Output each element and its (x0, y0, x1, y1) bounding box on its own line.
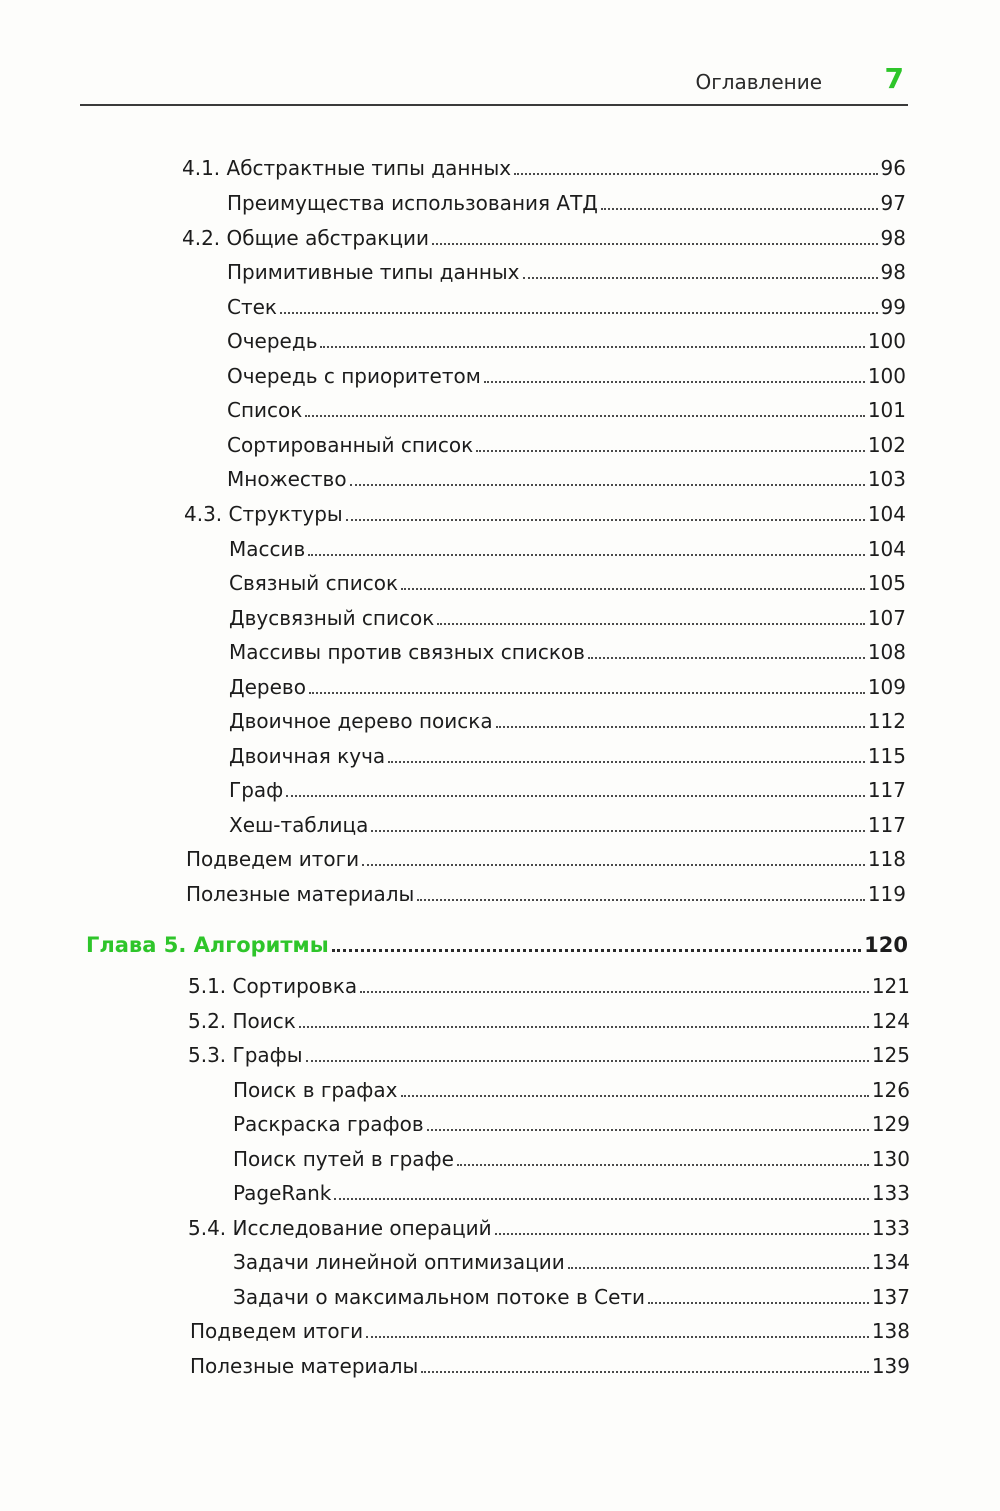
toc-entry-title: 5.4. Исследование операций (188, 1216, 492, 1240)
toc-entry-title: Двоичная куча (229, 744, 386, 768)
toc-entry[interactable] (229, 536, 906, 562)
toc-entry[interactable] (229, 605, 906, 631)
dot-leader (305, 415, 864, 417)
toc-entry-title: Массив (229, 537, 306, 561)
toc-entry[interactable] (227, 363, 906, 389)
toc-entry-title: Полезные материалы (190, 1354, 419, 1378)
dot-leader (320, 346, 864, 348)
toc-entry[interactable] (229, 708, 906, 734)
dot-leader (286, 795, 865, 797)
toc-entry-page: 98 (880, 260, 906, 284)
toc-entry-page: 130 (871, 1147, 910, 1171)
toc-entry-title: 4.1. Абстрактные типы данных (182, 156, 512, 180)
toc-entry[interactable] (227, 328, 906, 354)
toc-entry-page: 109 (867, 675, 906, 699)
dot-leader (306, 1060, 869, 1062)
running-header-title: Оглавление (695, 70, 822, 94)
toc-entry-page: 117 (867, 778, 906, 802)
toc-entry-page: 139 (871, 1354, 910, 1378)
dot-leader (346, 519, 865, 521)
dot-leader (388, 761, 865, 763)
toc-entry[interactable] (184, 501, 906, 527)
toc-entry[interactable] (227, 259, 906, 285)
dot-leader (280, 312, 878, 314)
toc-entry-title: Очередь с приоритетом (227, 364, 481, 388)
toc-entry[interactable] (233, 1284, 910, 1310)
dot-leader (457, 1164, 869, 1166)
dot-leader (366, 1336, 869, 1338)
toc-entry-page: 107 (867, 606, 906, 630)
dot-leader (421, 1371, 868, 1373)
toc-entry-title: Множество (227, 467, 347, 491)
toc-entry-page: 99 (880, 295, 906, 319)
toc-entry-title: Раскраска графов (233, 1112, 424, 1136)
toc-entry-page: 105 (867, 571, 906, 595)
toc-entry-title: Поиск в графах (233, 1078, 398, 1102)
toc-entry[interactable] (227, 294, 906, 320)
dot-leader (437, 623, 865, 625)
toc-entry-title: Хеш-таблица (229, 813, 369, 837)
toc-entry-page: 118 (867, 847, 906, 871)
toc-entry-page: 101 (867, 398, 906, 422)
toc-entry[interactable] (186, 881, 906, 907)
toc-entry-title: Массивы против связных списков (229, 640, 585, 664)
toc-entry-page: 125 (871, 1043, 910, 1067)
toc-entry-title: Список (227, 398, 303, 422)
dot-leader (476, 450, 865, 452)
toc-entry[interactable] (188, 1215, 910, 1241)
toc-entry[interactable] (188, 1042, 910, 1068)
toc-entry-title: 5.2. Поиск (188, 1009, 296, 1033)
dot-leader (523, 277, 878, 279)
toc-entry-title: Связный список (229, 571, 399, 595)
toc-entry-page: 96 (880, 156, 906, 180)
toc-chapter-page: 120 (864, 933, 908, 957)
dot-leader (332, 949, 861, 952)
toc-entry-page: 108 (867, 640, 906, 664)
dot-leader (401, 1095, 869, 1097)
toc-entry[interactable] (229, 812, 906, 838)
toc-entry[interactable] (229, 639, 906, 665)
toc-entry-title: Примитивные типы данных (227, 260, 520, 284)
toc-entry-page: 137 (871, 1285, 910, 1309)
dot-leader (514, 173, 877, 175)
dot-leader (350, 484, 865, 486)
toc-entry-title: Граф (229, 778, 284, 802)
toc-entry-page: 117 (867, 813, 906, 837)
toc-entry-title: Двоичное дерево поиска (229, 709, 493, 733)
dot-leader (648, 1302, 869, 1304)
toc-entry[interactable] (227, 466, 906, 492)
dot-leader (484, 381, 865, 383)
dot-leader (299, 1026, 869, 1028)
toc-entry[interactable] (233, 1249, 910, 1275)
dot-leader (362, 864, 865, 866)
toc-entry-page: 104 (867, 537, 906, 561)
toc-chapter-entry[interactable] (86, 932, 908, 958)
dot-leader (496, 726, 865, 728)
toc-entry-page: 98 (880, 226, 906, 250)
dot-leader (360, 991, 869, 993)
toc-entry-title: 5.1. Сортировка (188, 974, 358, 998)
toc-entry-title: Стек (227, 295, 277, 319)
toc-entry-page: 134 (871, 1250, 910, 1274)
toc-entry-title: Очередь (227, 329, 318, 353)
toc-entry-title: Полезные материалы (186, 882, 415, 906)
toc-entry[interactable] (227, 397, 906, 423)
toc-entry-page: 121 (871, 974, 910, 998)
toc-entry-page: 133 (871, 1216, 910, 1240)
dot-leader (588, 657, 865, 659)
toc-entry[interactable] (233, 1146, 910, 1172)
toc-entry-title: Подведем итоги (190, 1319, 364, 1343)
toc-entry-title: Сортированный список (227, 433, 474, 457)
dot-leader (417, 899, 864, 901)
toc-entry[interactable] (188, 1008, 910, 1034)
dot-leader (401, 588, 865, 590)
toc-entry[interactable] (229, 570, 906, 596)
toc-entry-page: 112 (867, 709, 906, 733)
toc-entry[interactable] (186, 846, 906, 872)
toc-entry-title: Двусвязный список (229, 606, 435, 630)
toc-entry-title: Подведем итоги (186, 847, 360, 871)
toc-entry-page: 115 (867, 744, 906, 768)
toc-entry-title: 4.3. Структуры (184, 502, 343, 526)
toc-entry[interactable] (182, 155, 906, 181)
toc-entry[interactable] (233, 1077, 910, 1103)
toc-entry-page: 97 (880, 191, 906, 215)
dot-leader (601, 208, 878, 210)
toc-entry-page: 103 (867, 467, 906, 491)
toc-chapter-title: Глава 5. Алгоритмы (86, 933, 329, 957)
dot-leader (568, 1267, 869, 1269)
toc-entry-page: 124 (871, 1009, 910, 1033)
toc-entry-page: 138 (871, 1319, 910, 1343)
toc-entry-page: 100 (867, 364, 906, 388)
toc-entry-title: Задачи линейной оптимизации (233, 1250, 565, 1274)
dot-leader (427, 1129, 869, 1131)
toc-entry-title: 5.3. Графы (188, 1043, 303, 1067)
toc-entry[interactable] (227, 432, 906, 458)
toc-entry[interactable] (190, 1318, 910, 1344)
toc-entry[interactable] (233, 1111, 910, 1137)
toc-entry-page: 129 (871, 1112, 910, 1136)
toc-entry-title: Дерево (229, 675, 306, 699)
toc-entry-title: 4.2. Общие абстракции (182, 226, 429, 250)
toc-entry-title: Преимущества использования АТД (227, 191, 598, 215)
toc-entry[interactable] (229, 674, 906, 700)
toc-entry-page: 133 (871, 1181, 910, 1205)
page-number: 7 (884, 62, 904, 95)
toc-entry-page: 102 (867, 433, 906, 457)
toc-entry-page: 119 (867, 882, 906, 906)
toc-entry[interactable] (229, 743, 906, 769)
toc-entry-page: 126 (871, 1078, 910, 1102)
dot-leader (334, 1198, 868, 1200)
dot-leader (308, 554, 865, 556)
toc-entry-page: 100 (867, 329, 906, 353)
toc-entry-title: Задачи о максимальном потоке в Сети (233, 1285, 646, 1309)
dot-leader (309, 692, 865, 694)
toc-entry-title: Поиск путей в графе (233, 1147, 454, 1171)
toc-entry[interactable] (229, 777, 906, 803)
toc-entry[interactable] (227, 190, 906, 216)
toc-entry-page: 104 (867, 502, 906, 526)
toc-entry-title: PageRank (233, 1181, 332, 1205)
toc-entry[interactable] (233, 1180, 910, 1206)
dot-leader (495, 1233, 869, 1235)
toc-entry[interactable] (182, 225, 906, 251)
toc-entry[interactable] (188, 973, 910, 999)
dot-leader (432, 243, 878, 245)
toc-entry[interactable] (190, 1353, 910, 1379)
dot-leader (371, 830, 864, 832)
